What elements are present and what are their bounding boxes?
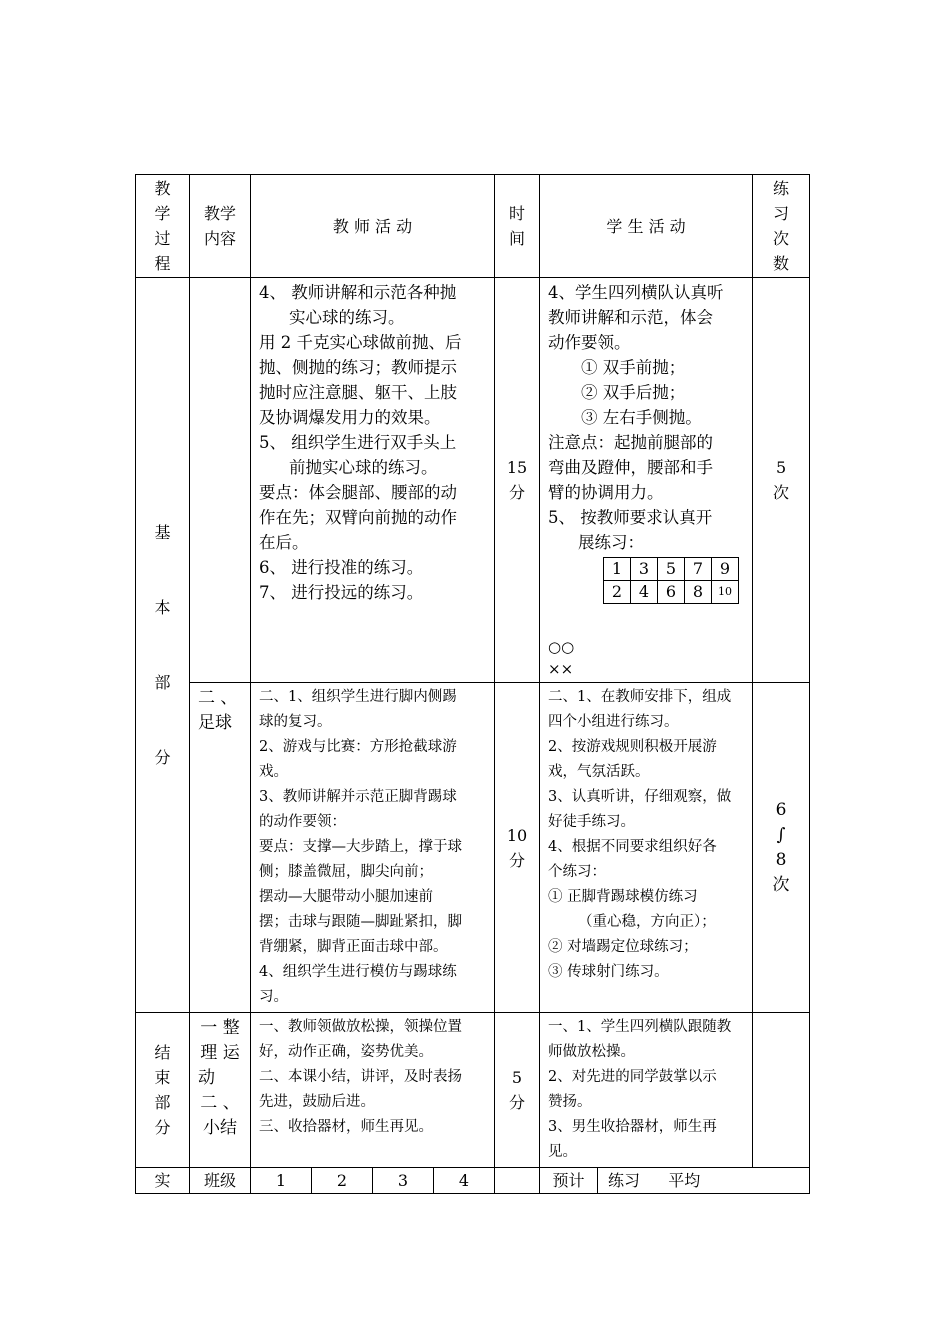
formation-symbols: ○○ ×× — [548, 638, 575, 678]
grid-cell: 2 — [604, 581, 631, 604]
row1-content — [190, 278, 251, 683]
row-football — [136, 683, 810, 1013]
header-teacher-activity: 教 师 活 动 — [251, 175, 495, 278]
section-end-label: 结 束 部 分 — [136, 1013, 190, 1168]
header-practice-count: 练 习 次 数 — [753, 175, 810, 278]
grid-cell: 8 — [685, 581, 712, 604]
header-content: 教学 内容 — [190, 175, 251, 278]
row3-count — [753, 1013, 810, 1168]
footer-stage: 实 — [136, 1168, 190, 1194]
grid-cell: 1 — [604, 558, 631, 581]
row1-time: 15 分 — [495, 278, 540, 683]
row-ending — [136, 1013, 810, 1168]
header-row — [136, 175, 810, 278]
lesson-plan-table — [135, 174, 810, 1194]
footer-class-label: 班级 — [190, 1168, 251, 1194]
grid-cell: 9 — [712, 558, 739, 581]
grid-cell: 4 — [631, 581, 658, 604]
section-basic-label: 基 本 部 分 — [136, 278, 190, 1013]
footer-row — [136, 1168, 810, 1194]
row2-content: 二 、 足球 — [190, 683, 251, 1013]
header-student-activity: 学 生 活 动 — [540, 175, 753, 278]
header-stage: 教 学 过 程 — [136, 175, 190, 278]
row2-count: 6 ∫ 8 次 — [753, 683, 810, 1013]
footer-practice-average: 练习 平均 — [598, 1168, 810, 1194]
grid-cell: 10 — [712, 581, 739, 604]
row1-teacher-activity: 4、 教师讲解和示范各种抛 实心球的练习。 用 2 千克实心球做前抛、后 抛、侧抛的练习；教师提示 抛时应注意腿、躯干、上肢 及协调爆发用力的效果。 5、 组织学生进行双手头上 前抛实心球的练习。 要点：体会腿部、腰部的动 作在先；双臂向前抛的动作 在后。 6、 进行投准的练习。 7、 进行投远的练习。 — [251, 278, 495, 683]
grid-cell: 5 — [658, 558, 685, 581]
footer-empty — [495, 1168, 540, 1194]
row3-content: 一 整 理 运 动 二 、 小结 — [190, 1013, 251, 1168]
row3-teacher-activity: 一、教师领做放松操，领操位置 好，动作正确，姿势优美。 二、本课小结，讲评，及时表扬 先进，鼓励后进。 三、收拾器材，师生再见。 — [251, 1013, 495, 1168]
row3-student-activity: 一、1、学生四列横队跟随教 师做放松操。 2、对先进的同学鼓掌以示 赞扬。 3、男生收拾器材，师生再 见。 — [540, 1013, 753, 1168]
row1-student-activity: 4、学生四列横队认真听 教师讲解和示范，体会 动作要领。 ① 双手前抛； ② 双手后抛； ③ 左右手侧抛。 注意点：起抛前腿部的 弯曲及蹬伸，腰部和手 臂的协调用力。 5、 按教师要求认真开 展练习： 1 3 5 7 9 2 4 6 8 10 ○○ ×× — [540, 278, 753, 683]
grid-cell: 7 — [685, 558, 712, 581]
footer-class-3: 3 — [373, 1168, 434, 1194]
footer-class-2: 2 — [312, 1168, 373, 1194]
grid-cell: 3 — [631, 558, 658, 581]
header-time: 时 间 — [495, 175, 540, 278]
footer-class-1: 1 — [251, 1168, 312, 1194]
footer-class-4: 4 — [434, 1168, 495, 1194]
row2-student-activity: 二、1、在教师安排下，组成 四个小组进行练习。 2、按游戏规则积极开展游 戏，气氛活跃。 3、认真听讲，仔细观察，做 好徒手练习。 4、根据不同要求组织好各 个练习： ① 正脚背踢球模仿练习 （重心稳，方向正）； ② 对墙踢定位球练习； ③ 传球射门练习。 — [540, 683, 753, 1013]
footer-estimate: 预计 — [540, 1168, 598, 1194]
grid-cell: 6 — [658, 581, 685, 604]
row1-count: 5 次 — [753, 278, 810, 683]
formation-grid — [603, 557, 739, 604]
row2-time: 10 分 — [495, 683, 540, 1013]
row2-teacher-activity: 二、1、组织学生进行脚内侧踢 球的复习。 2、游戏与比赛：方形抢截球游 戏。 3、教师讲解并示范正脚背踢球 的动作要领： 要点：支撑—大步踏上，撑于球 侧；膝盖微屈，脚尖向前； 摆动—大腿带动小腿加速前 摆；击球与跟随—脚趾紧扣，脚 背绷紧，脚背正面击球中部。 4、组织学生进行模仿与踢球练 习。 — [251, 683, 495, 1013]
row3-time: 5 分 — [495, 1013, 540, 1168]
row-shot-put — [136, 278, 810, 683]
